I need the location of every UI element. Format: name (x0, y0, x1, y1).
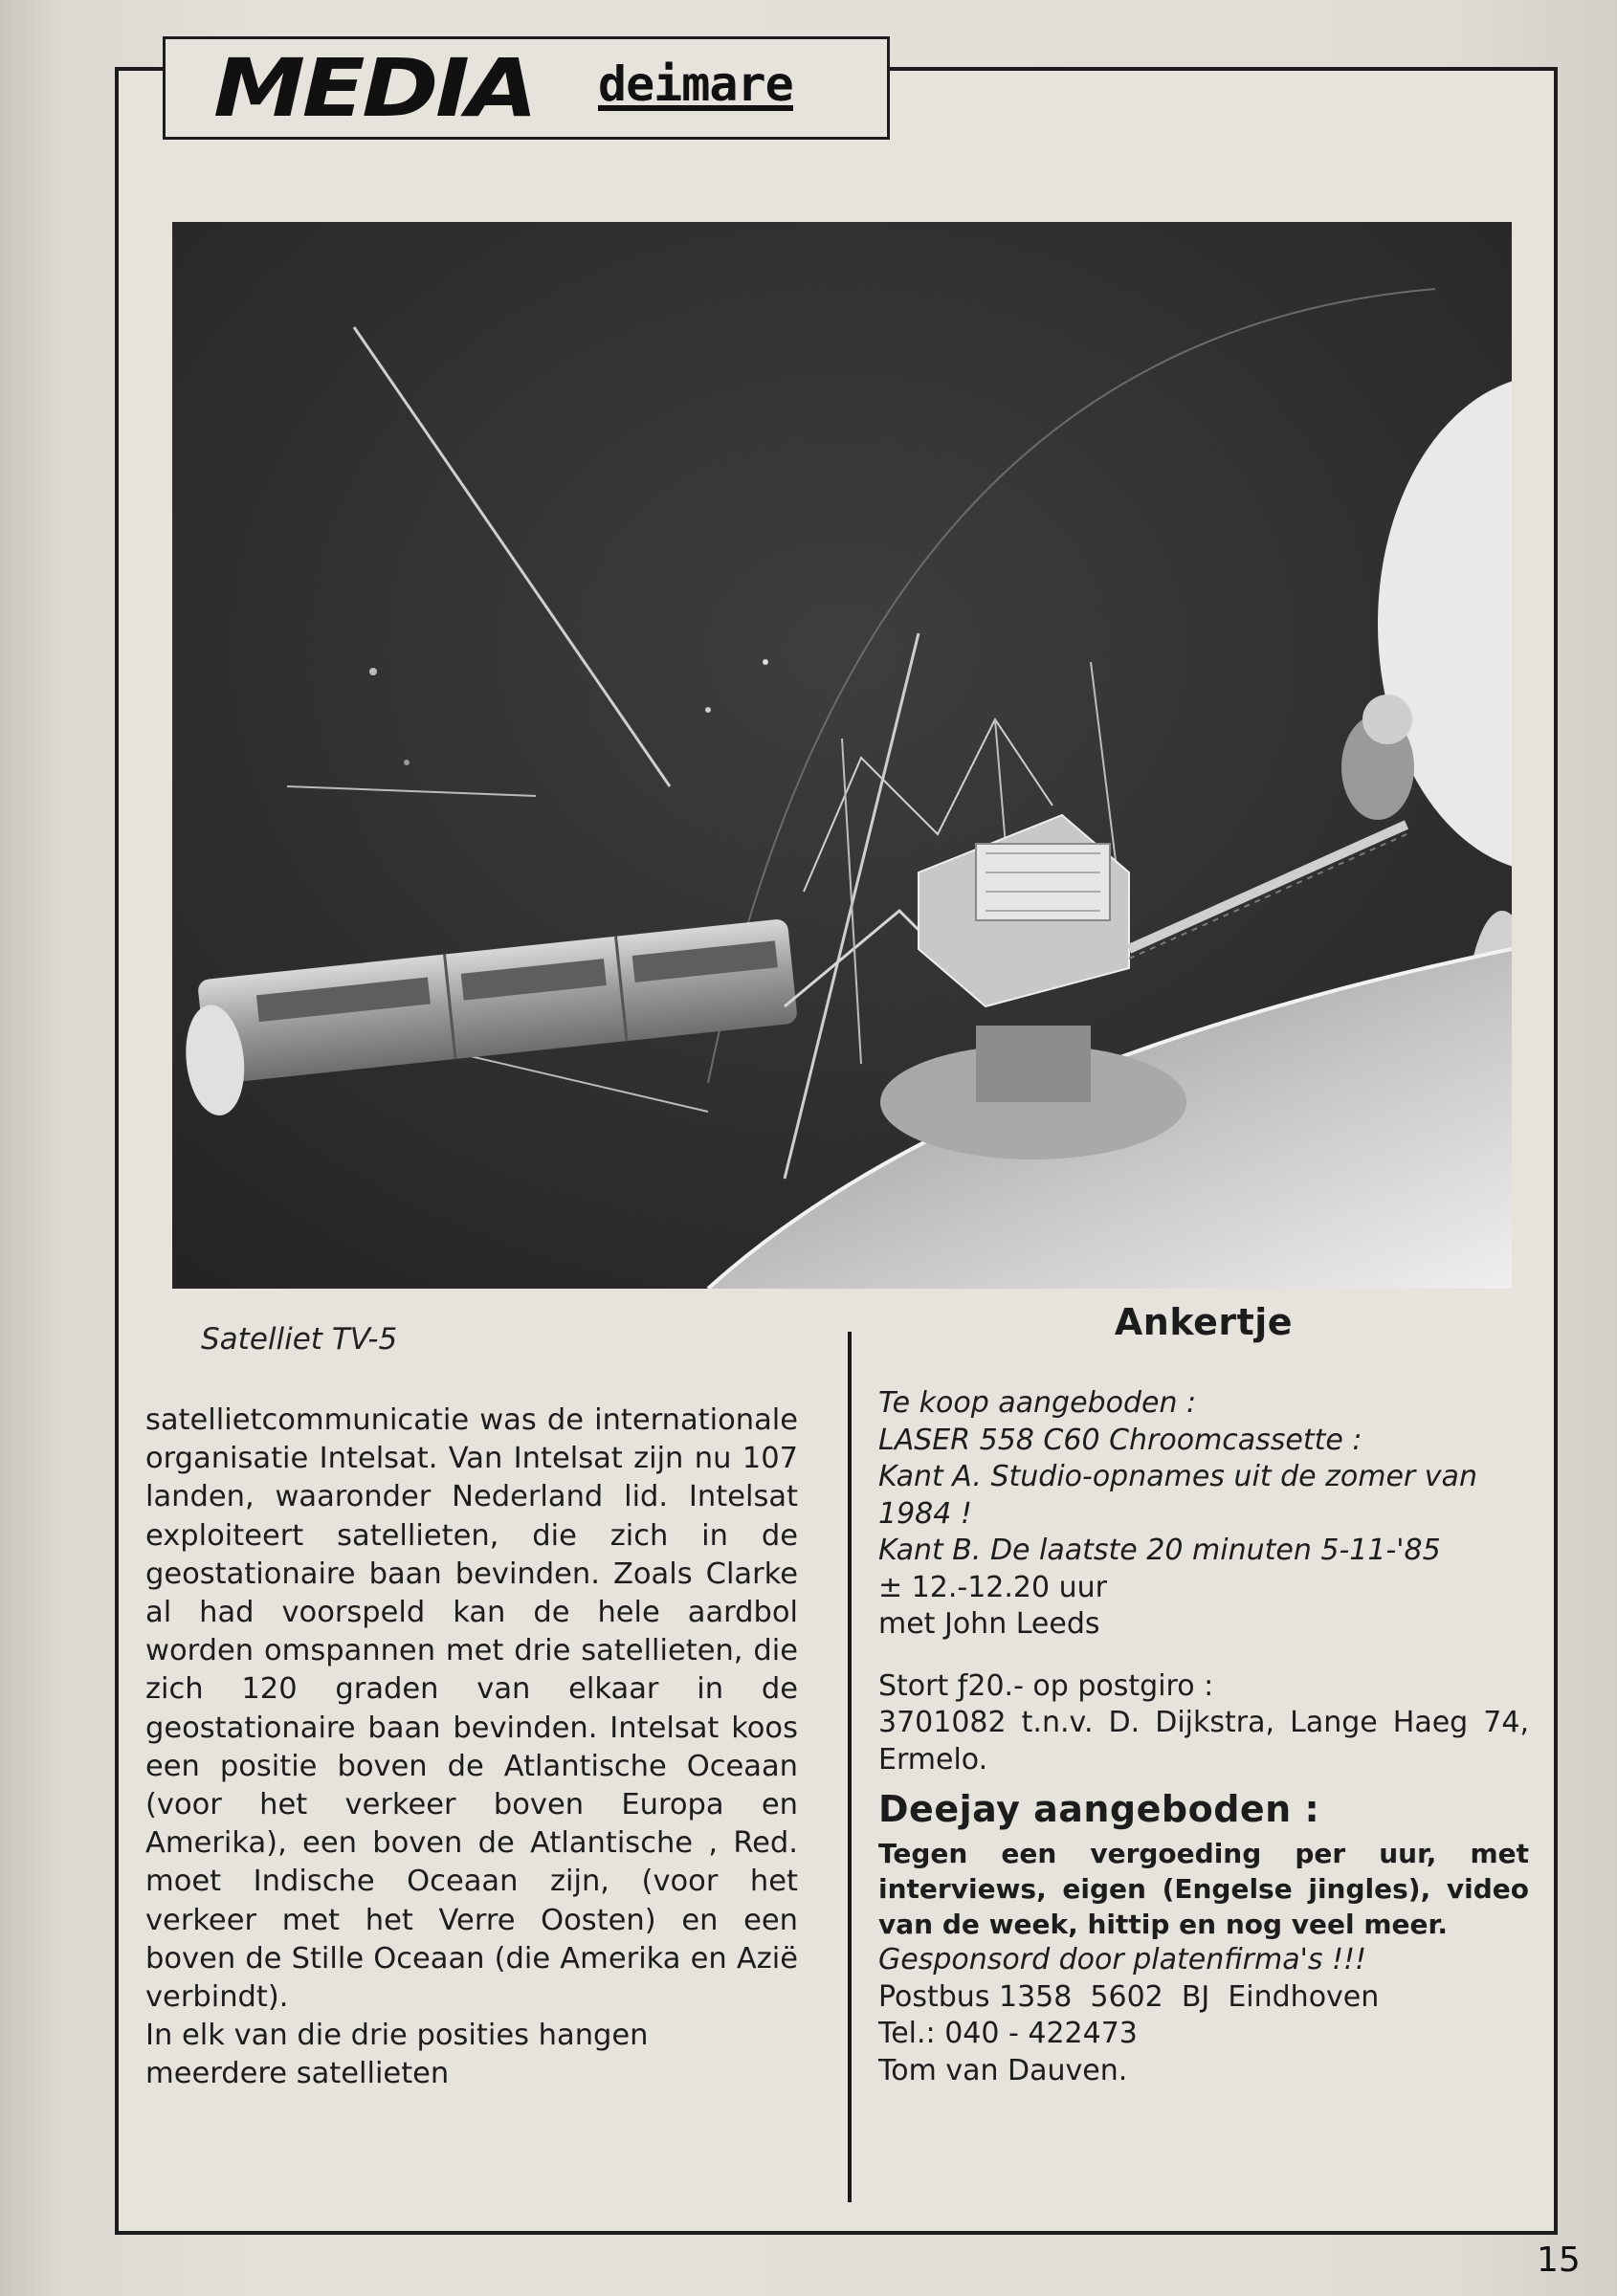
masthead-title: MEDIA (213, 41, 535, 135)
satellite-illustration (172, 222, 1512, 1289)
ad-line: Te koop aangeboden : (878, 1386, 1197, 1420)
deejay-phone: Tel.: 040 - 422473 (878, 2017, 1138, 2050)
ad-time: ± 12.-12.20 uur (878, 1570, 1107, 1604)
deejay-sponsor: Gesponsord door platenfirma's !!! (878, 1943, 1367, 1976)
ad-line: Kant B. De laatste 20 minuten 5-11-'85 (878, 1534, 1441, 1567)
deejay-body: Tegen een vergoeding per uur, met interviews, eigen (Engelse jingles), video van de week, hittip en nog veel meer. (878, 1838, 1529, 1940)
payment-line: Stort ƒ20.- op postgiro : (878, 1668, 1214, 1703)
ad-with: met John Leeds (878, 1607, 1100, 1641)
column-divider (848, 1332, 852, 2202)
masthead-subtitle: deimare (597, 56, 793, 112)
satellite-photo (172, 222, 1512, 1289)
classifieds-column (878, 1301, 1529, 2089)
masthead (163, 36, 890, 140)
ad-line: LASER 558 C60 Chroomcassette : (878, 1423, 1362, 1457)
ankertje-heading: Ankertje (1114, 1301, 1294, 1343)
deejay-name: Tom van Dauven. (878, 2053, 1128, 2087)
deejay-heading: Deejay aangeboden : (878, 1788, 1320, 1830)
page-number: 15 (1537, 2241, 1581, 2280)
article-column (145, 1402, 798, 2094)
article-paragraph: In elk van die drie posities hangen meerdere satellieten (145, 2019, 649, 2091)
article-paragraph: satellietcommunicatie was de internationale organisatie Intelsat. Van Intelsat zijn nu 107 landen, waaronder Nederland lid. Intelsat exploiteert satellieten, die zich in de geostationaire baan bevinden. Zoals Clarke al had voorspeld kan de hele aardbol worden omspannen met drie satellieten, die zich 120 graden van elkaar in de geostationaire baan bevinden. Intelsat koos een positie boven de Atlantische Oceaan (voor het verkeer boven Europa en Amerika), een boven de Atlantische , Red. moet Indische Oceaan zijn, (voor het verkeer met het Verre Oosten) en een boven de Stille Oceaan (die Amerika en Azië verbindt). (145, 1403, 798, 2015)
payment-line: 3701082 t.n.v. D. Dijkstra, Lange Haeg 74, Ermelo. (878, 1706, 1529, 1777)
deejay-address: Postbus 1358 5602 BJ Eindhoven (878, 1979, 1380, 2014)
ad-line: Kant A. Studio-opnames uit de zomer van 1984 ! (878, 1460, 1477, 1531)
photo-caption: Satelliet TV-5 (201, 1322, 398, 1357)
